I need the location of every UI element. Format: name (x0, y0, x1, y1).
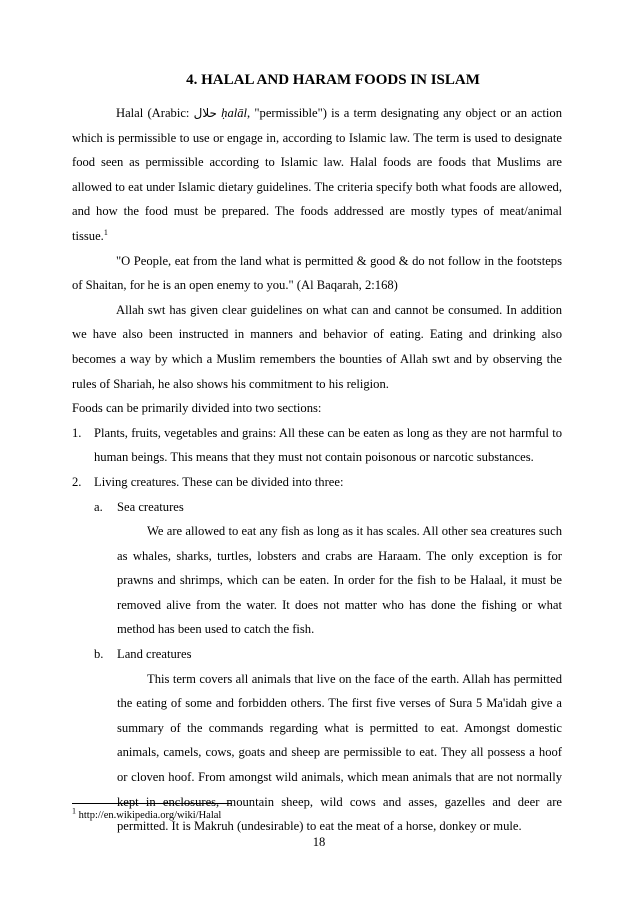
footnote-number: 1 (72, 806, 76, 816)
guidelines-paragraph: Allah swt has given clear guidelines on what can and cannot be consumed. In addition we have also been instructed in manners and behavior of eating. Eating and drinking also becomes a way by which a Muslim remembers the bounties of Allah swt and by observing the rules of Shariah, he also shows his commitment to his religion. (72, 302, 562, 391)
page-number: 18 (312, 835, 326, 849)
sub-heading: Sea creatures (117, 499, 184, 514)
sea-creatures-text: We are allowed to eat any fish as long as it has scales. All other sea creatures such as whales, sharks, turtles, lobsters and crabs are Haraam. The only exception is for prawns and shrimps, which can be eaten. In order for the fish to be Halaal, it must be removed alive from the water. It does not matter who has done the fishing or what method has been used to catch the fish. (117, 524, 562, 637)
footnote-divider (72, 803, 232, 804)
list-number: 2. (72, 474, 82, 489)
page-content (72, 72, 562, 839)
footnote-ref: 1 (103, 227, 108, 237)
footnote (72, 806, 222, 821)
footnote-link[interactable]: http://en.wikipedia.org/wiki/Halal (76, 810, 222, 821)
land-creatures-text: This term covers all animals that live on the face of the earth. Allah has permitted the eating of some and forbidden others. The first five verses of Sura 5 Ma'idah give a summary of the commands regarding what is permitted to eat. Amongst domestic animals, camels, cows, goats and sheep are permissible to eat. They all possess a hoof or cloven hoof. From amongst wild animals, which mean animals that are not normally kept in enclosures, mountain sheep, wild cows and asses, gazelles and deer are permitted. It is Makruh (undesirable) to eat the meat of a horse, donkey or mule. (117, 671, 562, 834)
para1-pre: Halal (Arabic: (116, 106, 194, 120)
quran-quote-paragraph: "O People, eat from the land what is permitted & good & do not follow in the footsteps of Shaitan, for he is an open enemy to you." (Al Baqarah, 2:168) (72, 253, 562, 293)
section-title: 4. HALAL AND HARAM FOODS IN ISLAM (186, 72, 480, 88)
arabic-word: حلال (193, 106, 217, 120)
sub-item-land-creatures (72, 642, 562, 667)
halal-definition-paragraph (72, 101, 562, 249)
list-item-text: Living creatures. These can be divided into three: (94, 474, 344, 489)
foods-intro: Foods can be primarily divided into two sections: (72, 401, 322, 416)
sub-item-sea-creatures (72, 495, 562, 520)
para1-post: , "permissible") is a term designating any object or an action which is permissible to use or engage in, according to Islamic law. The term is used to designate food seen as permissible according to Islamic law. Halal foods are foods that Muslims are allowed to eat under Islamic dietary guidelines. The criteria specify both what foods are allowed, and how the food must be prepared. The foods addressed are mostly types of meat/animal tissue. (72, 106, 562, 243)
sea-creatures-body (117, 519, 562, 642)
list-number: 1. (72, 425, 82, 440)
sub-letter: a. (94, 499, 103, 514)
list-item-living-creatures (72, 470, 562, 495)
transliteration: ḥalāl (216, 106, 248, 120)
sub-letter: b. (94, 647, 104, 662)
list-item-plants (72, 421, 562, 470)
sub-heading: Land creatures (117, 647, 192, 662)
list-item-text: Plants, fruits, vegetables and grains: All these can be eaten as long as they are not harmful to human beings. This means that they must not contain poisonous or narcotic substances. (94, 425, 562, 465)
